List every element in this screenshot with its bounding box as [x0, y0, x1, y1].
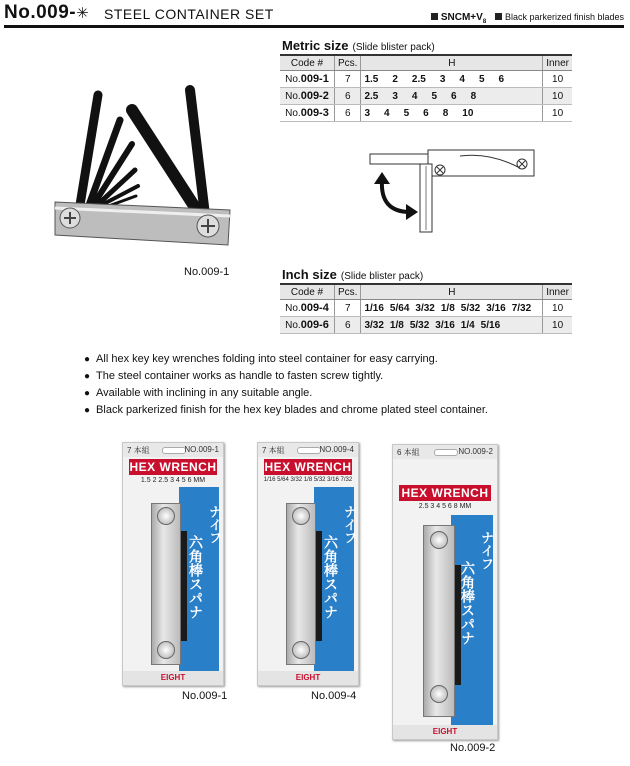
h-value: 5/32: [460, 302, 481, 314]
table-row: [280, 105, 572, 122]
screw-icon: [292, 641, 310, 659]
package-pcs: 7 本組: [262, 446, 285, 455]
col-pcs: Pcs.: [335, 284, 361, 300]
code-cell: No.009-3: [280, 105, 335, 122]
h-value: 1.5: [364, 73, 379, 85]
h-cell: [361, 71, 543, 88]
h-value: 5/32: [409, 319, 430, 331]
h-value: 3: [364, 107, 371, 119]
h-value: 1/16: [364, 302, 384, 314]
pcs-cell: 6: [335, 88, 361, 105]
h-value: 1/4: [460, 319, 475, 331]
inner-cell: 10: [543, 71, 572, 88]
package-footer: EIGHT: [123, 671, 223, 685]
package-brand: HEX WRENCH: [264, 460, 352, 474]
spec-material: $SNCM+V_8$: [440, 12, 487, 25]
inner-cell: 10: [543, 317, 572, 334]
feature-item: ● Available with inclining in any suitable angle.: [84, 385, 488, 402]
h-value: 6: [451, 90, 457, 102]
h-value: 5/64: [389, 302, 410, 314]
package-caption: No.009-1: [182, 690, 228, 702]
screw-icon: [157, 641, 175, 659]
package-caption: No.009-4: [311, 690, 357, 702]
product-code: [4, 2, 89, 24]
table-row: [280, 317, 572, 334]
col-inner: Inner: [543, 55, 572, 71]
h-value: 3/16: [486, 302, 506, 314]
h-value: 2.5: [411, 73, 426, 85]
h-value: 3/16: [435, 319, 455, 331]
h-cell: [361, 105, 543, 122]
inner-cell: 10: [543, 105, 572, 122]
package-sizes: 1/16 5/64 3/32 1/8 5/32 3/16 7/32: [263, 477, 353, 483]
package-caption: No.009-2: [450, 742, 496, 754]
h-value: 2.5: [364, 90, 379, 102]
feature-item: ● Black parkerized finish for the hex key blades and chrome plated steel container.: [84, 402, 488, 419]
package-footer: EIGHT: [258, 671, 358, 685]
col-inner: Inner: [543, 284, 572, 300]
package-jp-knife: ナイフ: [207, 505, 222, 544]
inner-cell: 10: [543, 88, 572, 105]
h-value: 8: [442, 107, 449, 119]
asterisk-icon: ✳: [76, 5, 90, 22]
h-value: 6: [423, 107, 429, 119]
package-code: NO.009-1: [184, 445, 219, 454]
inch-title: Inch size (Slide blister pack): [282, 267, 424, 282]
table-row: [280, 71, 572, 88]
h-value: 3/32: [415, 302, 435, 314]
header-rule: [4, 25, 624, 28]
h-value: 6: [498, 73, 505, 85]
h-value: 1/8: [440, 302, 455, 314]
product-caption: No.009-1: [184, 266, 230, 278]
col-code: Code #: [280, 284, 335, 300]
spec-legend: [425, 12, 624, 25]
code-cell: No.009-4: [280, 300, 335, 317]
h-cell: [361, 317, 543, 334]
package-brand: HEX WRENCH: [399, 485, 491, 501]
package-jp-name: 六角棒スパナ: [323, 535, 339, 619]
h-cell: [361, 300, 543, 317]
package-brand: HEX WRENCH: [129, 460, 217, 474]
h-value: 7/32: [511, 302, 532, 314]
screw-icon: [292, 507, 310, 525]
hex-key-set-photo-icon: [40, 60, 240, 260]
package-009-1: [122, 442, 224, 686]
col-h: H: [361, 55, 543, 71]
h-value: 10: [462, 107, 474, 119]
metric-table: [280, 54, 572, 122]
package-pcs: 7 本組: [127, 446, 150, 455]
inner-cell: 10: [543, 300, 572, 317]
package-jp-knife: ナイフ: [342, 505, 357, 544]
package-jp-knife: ナイフ: [479, 531, 494, 570]
h-value: 5: [403, 107, 410, 119]
h-value: 5: [478, 73, 485, 85]
col-code: Code #: [280, 55, 335, 71]
screw-icon: [430, 685, 448, 703]
package-sizes: 1.5 2 2.5 3 4 5 6 MM: [140, 477, 206, 484]
feature-list: [84, 351, 488, 419]
h-value: 3: [439, 73, 446, 85]
package-009-4: [257, 442, 359, 686]
product-code-text: No.009-: [4, 2, 77, 23]
feature-item: ● The steel container works as handle to fasten screw tightly.: [84, 368, 488, 385]
pcs-cell: 6: [335, 317, 361, 334]
screw-icon: [157, 507, 175, 525]
col-h: H: [361, 284, 543, 300]
square-bullet-icon: [431, 13, 438, 20]
square-bullet-icon: [495, 13, 502, 20]
h-value: 4: [411, 90, 418, 102]
package-sizes: 2.5 3 4 5 6 8 MM: [418, 503, 472, 510]
spec-finish: Black parkerized finish blades: [504, 12, 624, 22]
fold-angle-diagram-icon: [360, 142, 540, 237]
h-value: 5/16: [480, 319, 501, 331]
metric-title: Metric size (Slide blister pack): [282, 38, 435, 53]
table-row: [280, 88, 572, 105]
package-jp-name: 六角棒スパナ: [460, 561, 476, 645]
pcs-cell: 7: [335, 71, 361, 88]
h-value: 1/8: [389, 319, 404, 331]
package-code: NO.009-2: [458, 447, 493, 456]
h-value: 3: [392, 90, 398, 102]
h-value: 4: [384, 107, 390, 119]
package-pcs: 6 本組: [397, 448, 420, 457]
h-value: 4: [459, 73, 465, 85]
h-value: 8: [470, 90, 477, 102]
package-jp-name: 六角棒スパナ: [188, 535, 204, 619]
code-cell: No.009-1: [280, 71, 335, 88]
code-cell: No.009-2: [280, 88, 335, 105]
h-cell: [361, 88, 543, 105]
package-code: NO.009-4: [319, 445, 354, 454]
h-value: 5: [431, 90, 438, 102]
inch-table: [280, 283, 572, 334]
pcs-cell: 6: [335, 105, 361, 122]
package-009-2: [392, 444, 498, 740]
col-pcs: Pcs.: [335, 55, 361, 71]
code-cell: No.009-6: [280, 317, 335, 334]
h-value: 3/32: [364, 319, 384, 331]
feature-item: ● All hex key key wrenches folding into steel container for easy carrying.: [84, 351, 488, 368]
table-row: [280, 300, 572, 317]
package-footer: EIGHT: [393, 725, 497, 739]
pcs-cell: 7: [335, 300, 361, 317]
h-value: 2: [392, 73, 398, 85]
screw-icon: [430, 531, 448, 549]
page-title: STEEL CONTAINER SET: [104, 6, 274, 22]
